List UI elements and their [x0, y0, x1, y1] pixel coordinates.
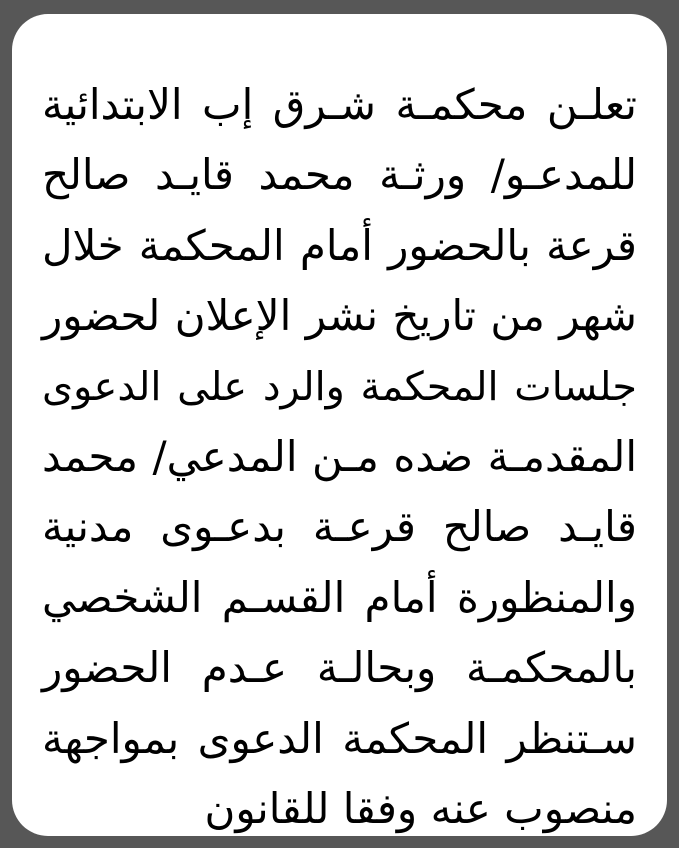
court-notice-text	[42, 70, 637, 844]
notice-line-10: سـتنظر المحكمة الدعوى بمواجهة	[42, 713, 637, 763]
notice-line-7: قايـد صالح قرعـة بدعـوى مدنية	[42, 502, 637, 552]
notice-line-8: والمنظورة أمام القسـم الشخصي	[42, 572, 637, 622]
notice-line-9: بالمحكمـة وبحالـة عـدم الحضور	[42, 643, 637, 693]
notice-line-5: جلسات المحكمة والرد على الدعوى	[42, 363, 637, 410]
notice-line-3: قرعة بالحضور أمام المحكمة خلال	[42, 220, 637, 270]
notice-line-6: المقدمـة ضده مـن المدعي/ محمد	[42, 432, 637, 482]
notice-line-1: تعلـن محكمـة شـرق إب الابتدائية	[42, 80, 637, 129]
notice-line-11: منصوب عنه وفقا للقانون	[204, 784, 637, 834]
notice-line-4: شهر من تاريخ نشر الإعلان لحضور	[42, 291, 637, 341]
notice-card	[12, 14, 667, 836]
notice-line-2: للمدعـو/ ورثـة محمد قايـد صالح	[42, 150, 637, 200]
